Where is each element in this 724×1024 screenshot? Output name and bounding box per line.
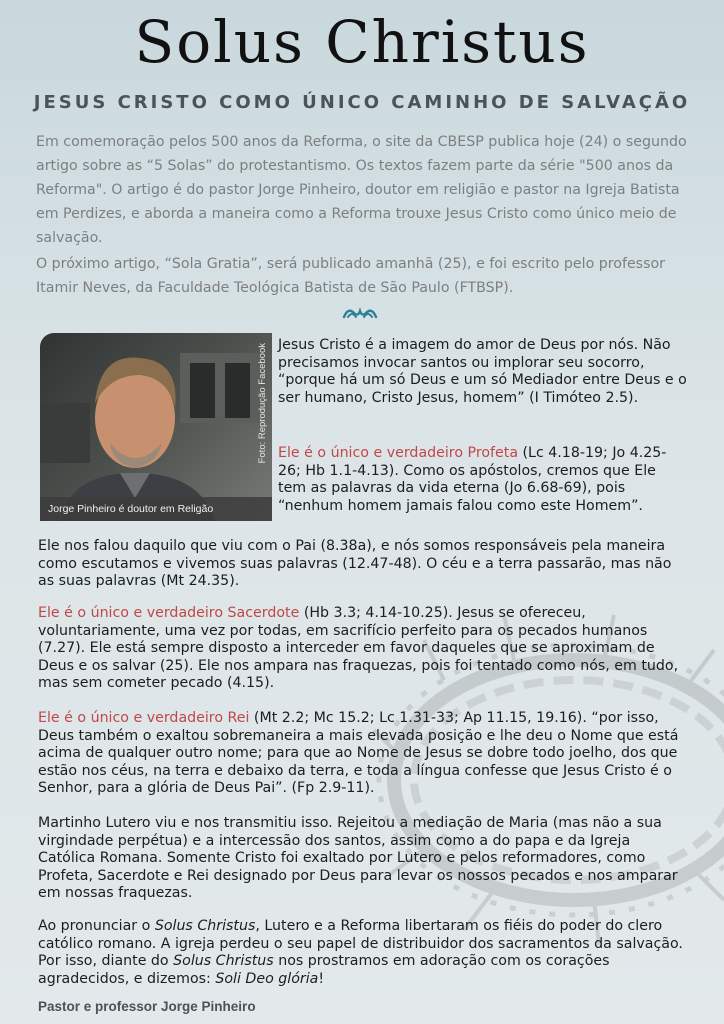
paragraph-1: Jesus Cristo é a imagem do amor de Deus por nós. Não precisamos invocar santos ou implorar seu socorro, “porque há um só Deus e um só Mediador entre Deus e o ser humano, Cristo Jesus, homem” (I Timóteo 2.5). [278,337,687,406]
paragraph-3: Ele nos falou daquilo que viu com o Pai (8.38a), e nós somos responsáveis pela maneira como escutamos e vivemos suas palavras (12.47-48). O céu e a terra passarão, mas não as suas palavras (Mt 24.35). [38,538,672,589]
paragraph-7-text-c: , Lutero e a Reforma libertaram os fiéis do poder do clero católico romano. A igreja perdeu o seu papel de distribuidor dos sacramentos da salvação. Por isso, diante do [38,918,683,969]
photo-credit: Foto: Reprodução Facebook [257,343,268,464]
paragraph-5-text: (Mt 2.2; Mc 15.2; Lc 1.31-33; Ap 11.15, 19.16). “por isso, Deus também o exaltou sobremaneira a mais elevada posição e lhe deu o Nome que está acima de qualquer outro nome; para que ao Nome de Jesus se dobre todo joelho, dos que estão nos céus, na terra e debaixo da terra, e toda a língua confesse que Jesus Cristo é o Senhor, para a glória de Deus Pai”. (Fp 2.9-11). [38,710,679,796]
intro-paragraph: Em comemoração pelos 500 anos da Reforma, o site da CBESP publica hoje (24) o segundo artigo sobre as “5 Solas” do protestantismo. Os textos fazem parte da série "500 anos da Reforma". O artigo é do pastor Jorge Pinheiro, doutor em religião e pastor na Igreja Batista em Perdizes, e aborda a maneira como a Reforma trouxe Jesus Cristo como único meio de salvação. [36,134,687,246]
page-title: Solus Christus [134,8,590,76]
paragraph-7-text-a: Ao pronunciar o [38,918,155,934]
paragraph-5 [38,710,688,798]
king-heading: Ele é o único e verdadeiro Rei [38,710,250,726]
solus-christus-emphasis: Solus Christus [154,918,256,934]
author-portrait-image [40,333,272,521]
paragraph-4 [38,605,688,693]
solus-christus-emphasis-2: Solus Christus [173,953,274,969]
prophet-heading: Ele é o único e verdadeiro Profeta [278,445,519,461]
paragraph-7-text-g: ! [318,970,325,987]
paragraph-4-text: (Hb 3.3; 4.14-10.25). Jesus se ofereceu, voluntariamente, uma vez por todas, em sacrifício perfeito para os pecados humanos (7.27). Ele está sempre disposto a interceder em favor daqueles que se aproximam de Deus e os salvar (25). Ele nos ampara nas fraquezas, pois foi tentado como nós, em tudo, mas sem cometer pecado (4.15). [38,605,679,691]
paragraph-2 [278,445,688,515]
soli-deo-gloria-emphasis: Soli Deo glória [215,970,319,987]
photo-caption: Jorge Pinheiro é doutor em Religão [40,497,272,521]
paragraph-6: Martinho Lutero viu e nos transmitiu isso. Rejeitou a mediação de Maria (mas não a sua virgindade perpétua) e a intercessão dos santos, assim como a do papa e da Igreja Católica Romana. Somente Cristo foi exaltado por Lutero e pelos reformadores, como Profeta, Sacerdote e Rei designado por Deus para levar os nossos pecados e nos amparar em nossas fraquezas. [38,815,678,901]
paragraph-7 [38,918,688,988]
author-signature: Pastor e professor Jorge Pinheiro [38,999,256,1014]
paragraph-2-text: (Lc 4.18-19; Jo 4.25-26; Hb 1.1-4.13). Como os apóstolos, cremos que Ele tem as palavras da vida eterna (Jo 6.68-69), pois “nenhum homem jamais falou como este Homem”. [278,445,667,514]
page-subtitle: JESUS CRISTO COMO ÚNICO CAMINHO DE SALVAÇÃO [33,92,691,113]
paragraph-7-text-e: nos prostramos em adoração com os corações agradecidos, e dizemos: [38,953,610,987]
next-article-paragraph: O próximo artigo, “Sola Gratia”, será publicado amanhã (25), e foi escrito pelo professor Itamir Neves, da Faculdade Teológica Batista de São Paulo (FTBSP). [36,256,665,296]
author-photo [40,333,272,521]
priest-heading: Ele é o único e verdadeiro Sacerdote [38,605,300,621]
ornament-icon [340,303,380,323]
